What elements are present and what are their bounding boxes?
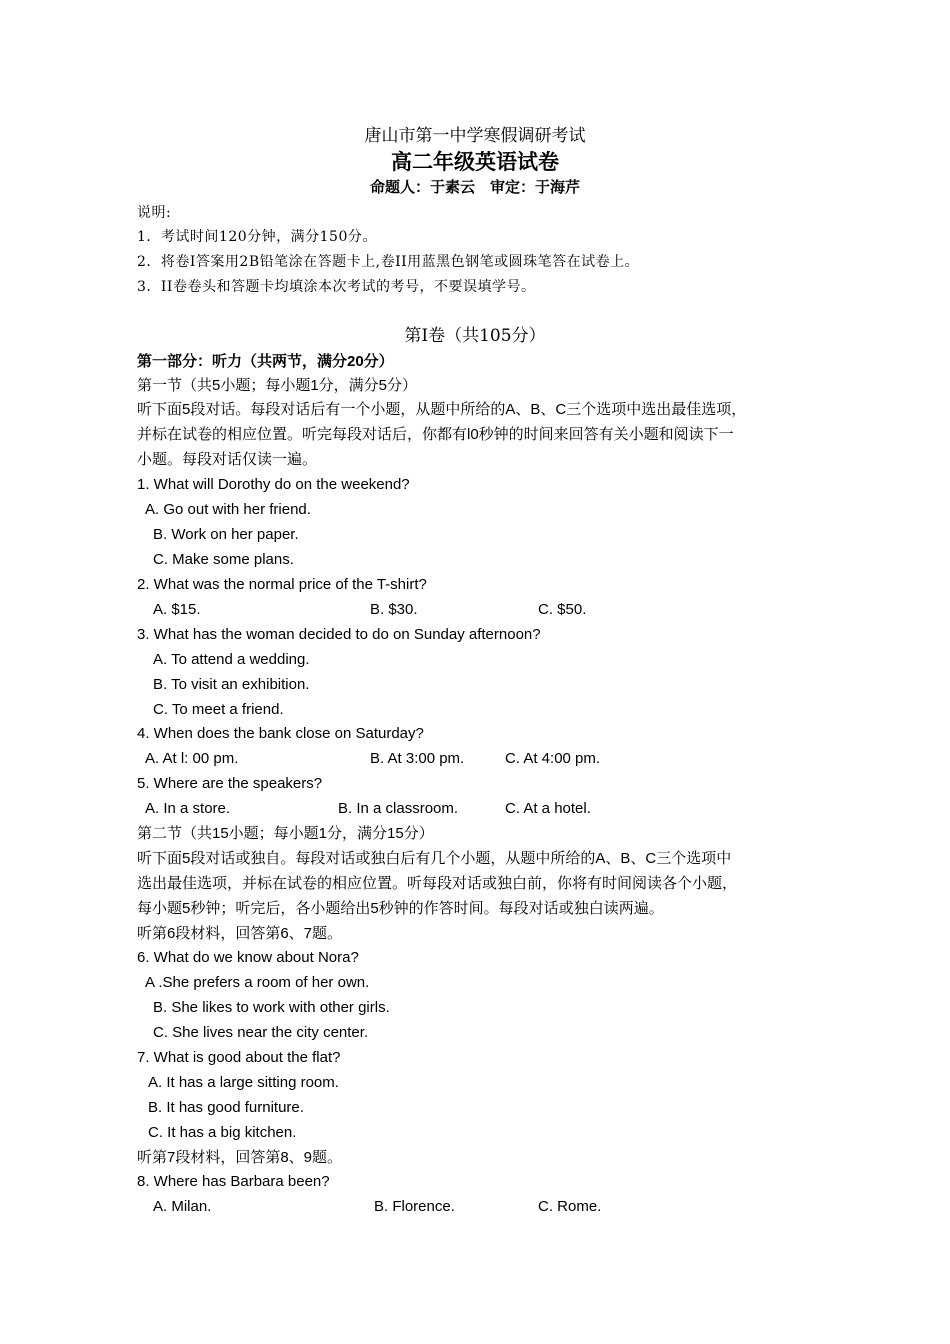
volume-title: 第Ⅰ卷（共105分） xyxy=(404,326,546,346)
question-3-option-b: B. To visit an exhibition. xyxy=(153,676,310,693)
question-7-option-b: B. It has good furniture. xyxy=(148,1099,304,1116)
section-intro-line: 小题。每段对话仅读一遍。 xyxy=(137,451,318,468)
question-2-stem: 2. What was the normal price of the T-shirt? xyxy=(137,576,427,593)
question-7-stem: 7. What is good about the flat? xyxy=(137,1049,341,1066)
question-2-option-a: A. $15. xyxy=(153,601,201,618)
question-1-option-a: A. Go out with her friend. xyxy=(145,501,311,518)
question-3-option-a: A. To attend a wedding. xyxy=(153,651,310,668)
question-5-option-b: B. In a classroom. xyxy=(338,800,459,817)
question-5-option-a: A. In a store. xyxy=(145,800,231,817)
instruction-item: 3．II卷卷头和答题卡均填涂本次考试的考号，不要误填学号。 xyxy=(137,279,536,295)
instruction-item: 1．考试时间120分钟，满分150分。 xyxy=(137,229,377,245)
instructions-heading: 说明: xyxy=(137,205,172,221)
question-6-option-a: A .She prefers a room of her own. xyxy=(145,974,370,991)
question-4-option-c: C. At 4:00 pm. xyxy=(505,750,601,767)
question-4-option-b: B. At 3:00 pm. xyxy=(370,750,465,767)
question-8-option-b: B. Florence. xyxy=(374,1198,455,1215)
question-5-option-c: C. At a hotel. xyxy=(505,800,591,817)
section-intro-line: 每小题5秒钟；听完后，各小题给出5秒钟的作答时间。每段对话或独白读两遍。 xyxy=(137,900,664,917)
question-3-stem: 3. What has the woman decided to do on Sunday afternoon? xyxy=(137,626,541,643)
school-exam-title: 唐山市第一中学寒假调研考试 xyxy=(364,126,586,146)
question-1-option-c: C. Make some plans. xyxy=(153,551,294,568)
question-6-option-b: B. She likes to work with other girls. xyxy=(153,999,390,1016)
question-3-option-c: C. To meet a friend. xyxy=(153,701,284,718)
question-5-stem: 5. Where are the speakers? xyxy=(137,775,323,792)
question-1-option-b: B. Work on her paper. xyxy=(153,526,299,543)
section-intro-line: 听下面5段对话。每段对话后有一个小题，从题中所给的A、B、C三个选项中选出最佳选项， xyxy=(137,401,747,418)
question-8-option-c: C. Rome. xyxy=(538,1198,602,1215)
material-note: 听第6段材料，回答第6、7题。 xyxy=(137,925,343,942)
question-6-stem: 6. What do we know about Nora? xyxy=(137,949,359,966)
section-intro-line: 听下面5段对话或独自。每段对话或独白后有几个小题，从题中所给的A、B、C三个选项中 xyxy=(137,850,732,867)
section-intro-line: 并标在试卷的相应位置。听完每段对话后，你都有l0秒钟的时间来回答有关小题和阅读下一 xyxy=(137,426,734,443)
question-2-option-c: C. $50. xyxy=(538,601,587,618)
instruction-item: 2．将卷Ⅰ答案用2B铅笔涂在答题卡上,卷II用蓝黑色钢笔或圆珠笔答在试卷上。 xyxy=(137,254,640,270)
part-heading: 第一部分：听力（共两节，满分20分） xyxy=(137,353,394,370)
section-intro-line: 选出最佳选项，并标在试卷的相应位置。听每段对话或独白前，你将有时间阅读各个小题， xyxy=(137,875,738,892)
question-7-option-c: C. It has a big kitchen. xyxy=(148,1124,297,1141)
question-8-option-a: A. Milan. xyxy=(153,1198,212,1215)
question-7-option-a: A. It has a large sitting room. xyxy=(148,1074,339,1091)
question-6-option-c: C. She lives near the city center. xyxy=(153,1024,369,1041)
material-note: 听第7段材料，回答第8、9题。 xyxy=(137,1149,343,1166)
section-heading: 第一节（共5小题；每小题1分，满分5分） xyxy=(137,377,418,394)
paper-title: 高二年级英语试卷 xyxy=(391,151,559,174)
authors-line: 命题人：于素云 审定：于海芹 xyxy=(369,179,580,196)
question-8-stem: 8. Where has Barbara been? xyxy=(137,1173,330,1190)
question-1-stem: 1. What will Dorothy do on the weekend? xyxy=(137,476,410,493)
question-4-stem: 4. When does the bank close on Saturday? xyxy=(137,725,424,742)
question-2-option-b: B. $30. xyxy=(370,601,418,618)
question-4-option-a: A. At l: 00 pm. xyxy=(145,750,239,767)
section-heading: 第二节（共15小题；每小题1分，满分15分） xyxy=(137,825,434,842)
